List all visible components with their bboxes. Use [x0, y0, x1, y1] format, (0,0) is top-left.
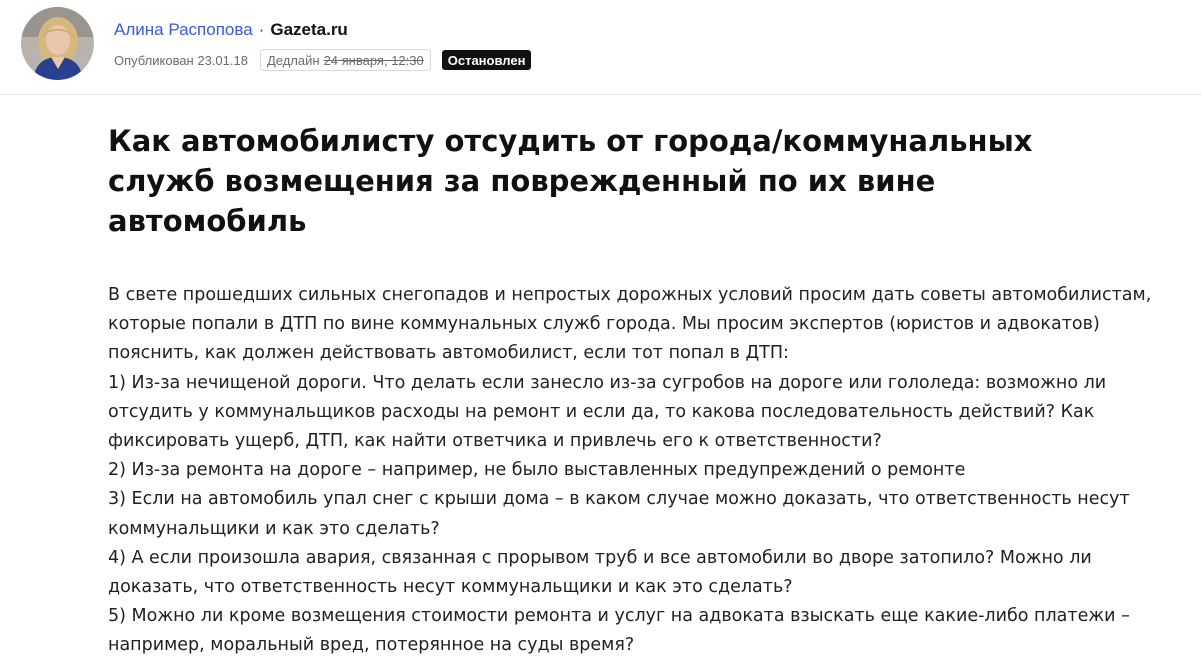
body-line: которые попали в ДТП по вине коммунальных служб города. Мы просим экспертов (юристов и адвокатов)	[108, 314, 1100, 335]
meta-line	[114, 49, 531, 71]
author-name-link[interactable]: Алина Распопова	[114, 20, 253, 39]
body-line: доказать, что ответственность несут коммунальщики и как это сделать?	[108, 577, 793, 598]
published-date: Опубликован 23.01.18	[114, 52, 248, 68]
source-name-link[interactable]: Gazeta.ru	[270, 20, 348, 39]
body-line: 2) Из-за ремонта на дороге – например, не было выставленных предупреждений о ремонте	[108, 460, 966, 481]
body-line: 5) Можно ли кроме возмещения стоимости ремонта и услуг на адвоката взыскать еще какие-либо платежи –	[108, 606, 1130, 627]
body-line: фиксировать ущерб, ДТП, как найти ответчика и привлечь его к ответственности?	[108, 431, 882, 452]
author-avatar[interactable]	[21, 7, 94, 80]
body-line: отсудить у коммунальщиков расходы на ремонт и если да, то какова последовательность действий? Как	[108, 401, 1095, 422]
body-line: пояснить, как должен действовать автомобилист, если тот попал в ДТП:	[108, 343, 789, 364]
body-line: например, моральный вред, потерянное на суды время?	[108, 635, 635, 656]
body-line: коммунальщики и как это сделать?	[108, 518, 440, 539]
title-line: Как автомобилисту отсудить от города/коммунальных	[108, 124, 1033, 158]
separator-dot: ·	[258, 20, 265, 39]
title-line: служб возмещения за поврежденный по их вине	[108, 164, 936, 198]
body-line: 3) Если на автомобиль упал снег с крыши дома – в каком случае можно доказать, что ответственность несут	[108, 489, 1130, 510]
author-photo-icon	[21, 7, 94, 80]
page-title	[108, 121, 1108, 241]
title-line: автомобиль	[108, 204, 307, 238]
body-line: В свете прошедших сильных снегопадов и непростых дорожных условий просим дать советы автомобилистам,	[108, 285, 1152, 305]
body-line: 4) А если произошла авария, связанная с прорывом труб и все автомобили во дворе затопило? Можно ли	[108, 547, 1092, 568]
request-body	[108, 281, 1152, 661]
author-line	[114, 18, 348, 42]
deadline-label: Дедлайн	[266, 52, 320, 68]
deadline-date: 24 января, 12:30	[323, 52, 424, 68]
deadline-box	[260, 49, 431, 71]
request-header	[0, 0, 1201, 95]
status-badge: Остановлен	[442, 50, 532, 70]
body-line: 1) Из-за нечищеной дороги. Что делать если занесло из-за сугробов на дороге или гололеда: возможно ли	[108, 372, 1107, 393]
